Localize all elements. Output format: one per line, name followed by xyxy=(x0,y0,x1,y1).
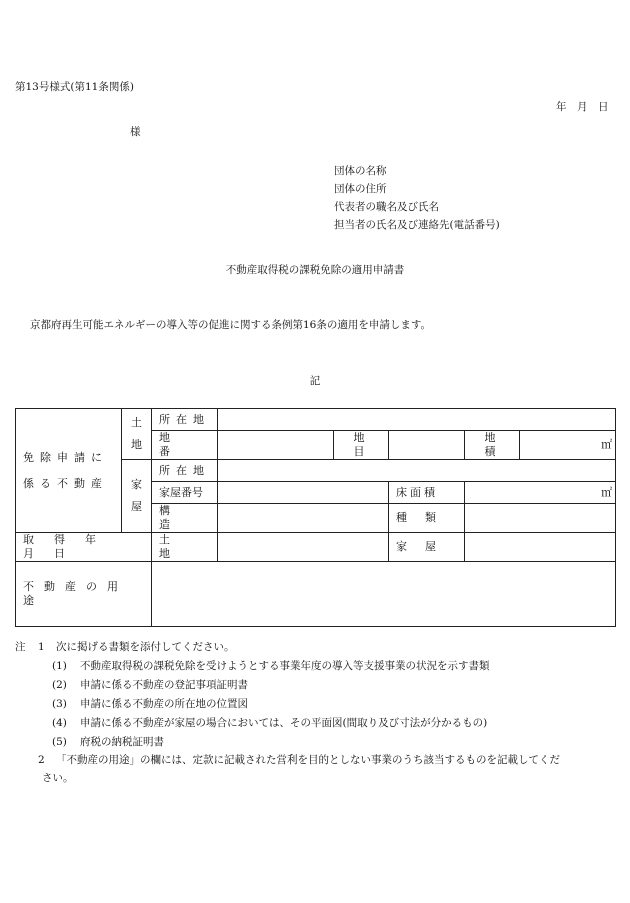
property-label-cell xyxy=(16,409,122,533)
note-2-line-1: 「不動産の用途」の欄には、定款に記載された営利を目的としない事業のうち該当するものを記載してくだ xyxy=(56,754,560,766)
land-category-value[interactable] xyxy=(389,431,465,460)
notes-label: 注 xyxy=(15,641,26,653)
acquisition-building-value[interactable] xyxy=(465,533,616,562)
applicant-org-name: 団体の名称 xyxy=(334,165,387,177)
land-char-2: 地 xyxy=(131,438,142,451)
acquisition-land-value[interactable] xyxy=(218,533,389,562)
building-location-label: 所在地 xyxy=(152,460,218,482)
land-area-value[interactable] xyxy=(520,431,616,460)
document-title: 不動産取得税の課税免除の適用申請書 xyxy=(225,264,405,276)
floor-area-label: 床面積 xyxy=(389,482,465,504)
property-table xyxy=(15,408,616,627)
building-location-value[interactable] xyxy=(218,460,616,482)
building-char-1: 家 xyxy=(131,478,142,491)
note-item-2-text: 申請に係る不動産の登記事項証明書 xyxy=(80,679,248,691)
ki-heading: 記 xyxy=(309,375,321,387)
kind-label: 種類 xyxy=(389,504,465,533)
note-item-5-number: (5) xyxy=(52,736,67,748)
land-location-label: 所在地 xyxy=(152,409,218,431)
date-line: 年 月 日 xyxy=(556,101,609,113)
applicant-representative: 代表者の職名及び氏名 xyxy=(334,201,439,213)
note-item-5-text: 府税の納税証明書 xyxy=(80,736,164,748)
applicant-contact: 担当者の氏名及び連絡先(電話番号) xyxy=(334,219,500,231)
property-label-line2: 係る不動産 xyxy=(23,476,108,490)
acquisition-building-label: 家屋 xyxy=(389,533,465,562)
floor-area-value[interactable] xyxy=(465,482,616,504)
intro-sentence: 京都府再生可能エネルギーの導入等の促進に関する条例第16条の適用を申請します。 xyxy=(30,319,432,331)
building-char-2: 屋 xyxy=(131,500,142,513)
note-1-text: 次に掲げる書類を添付してください。 xyxy=(56,641,235,653)
note-2-number: 2 xyxy=(38,754,45,766)
land-lot-label: 地番 xyxy=(152,431,218,460)
property-label-line1: 免除申請に xyxy=(23,450,108,464)
building-label-cell xyxy=(122,460,152,533)
land-label-cell xyxy=(122,409,152,460)
land-location-value[interactable] xyxy=(218,409,616,431)
note-item-3-text: 申請に係る不動産の所在地の位置図 xyxy=(80,698,248,710)
usage-value[interactable] xyxy=(152,562,616,627)
usage-label: 不動産の用途 xyxy=(16,562,152,627)
form-number: 第13号様式(第11条関係) xyxy=(15,81,134,93)
note-1-number: 1 xyxy=(38,641,45,653)
land-area-label: 地積 xyxy=(465,431,520,460)
acquisition-land-label: 土地 xyxy=(152,533,218,562)
acquisition-date-label: 取得年月日 xyxy=(16,533,152,562)
note-item-4-number: (4) xyxy=(52,717,67,729)
kind-value[interactable] xyxy=(465,504,616,533)
note-2-line-2: さい。 xyxy=(42,772,74,784)
sqm-unit-floor: ㎡ xyxy=(601,485,613,499)
note-item-4-text: 申請に係る不動産が家屋の場合においては、その平面図(間取り及び寸法が分かるもの) xyxy=(80,717,488,729)
land-char-1: 土 xyxy=(131,416,142,429)
land-category-label: 地目 xyxy=(334,431,389,460)
applicant-org-address: 団体の住所 xyxy=(334,183,387,195)
note-item-3-number: (3) xyxy=(52,698,67,710)
structure-value[interactable] xyxy=(218,504,389,533)
addressee-suffix: 様 xyxy=(130,126,141,138)
note-item-1-number: (1) xyxy=(52,660,67,672)
note-item-2-number: (2) xyxy=(52,679,67,691)
structure-label: 構造 xyxy=(152,504,218,533)
land-lot-value[interactable] xyxy=(218,431,334,460)
note-item-1-text: 不動産取得税の課税免除を受けようとする事業年度の導入等支援事業の状況を示す書類 xyxy=(80,660,490,672)
sqm-unit-land: ㎡ xyxy=(601,438,613,451)
building-number-value[interactable] xyxy=(218,482,389,504)
building-number-label: 家屋番号 xyxy=(152,482,218,504)
